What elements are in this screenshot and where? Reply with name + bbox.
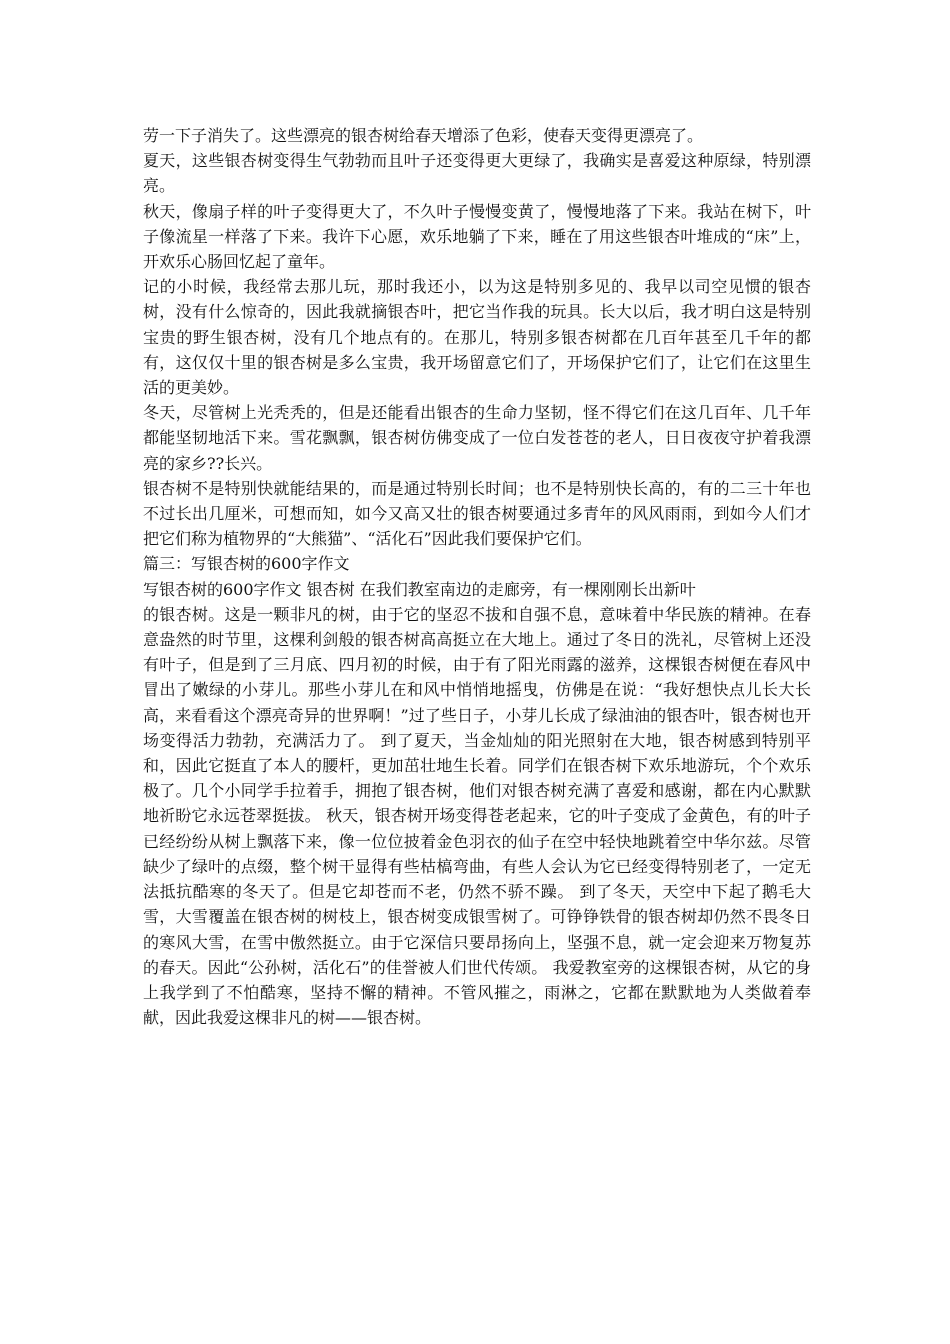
paragraph-conclusion: 银杏树不是特别快就能结果的，而是通过特别长时间；也不是特别快长高的，有的二三十年也不过长出几厘米，可想而知，如今又高又壮的银杏树要通过多青年的风风雨雨，到如今人们才把它们称为植物界的“大熊猫”、“活化石”因此我们要保护它们。 xyxy=(143,478,811,549)
paragraph-autumn: 秋天，像扇子样的叶子变得更大了，不久叶子慢慢变黄了，慢慢地落了下来。我站在树下，叶子像流星一样落了下来。我许下心愿，欢乐地躺了下来，睡在了用这些银杏叶堆成的“床”上，开欢乐心肠回忆起了童年。 xyxy=(143,201,811,272)
paragraph-spring-end: 劳一下子消失了。这些漂亮的银杏树给春天增添了色彩，使春天变得更漂亮了。 xyxy=(143,126,704,145)
paragraph-childhood: 记的小时候，我经常去那儿玩，那时我还小，以为这是特别多见的、我早以司空见惯的银杏树，没有什么惊奇的，因此我就摘银杏叶，把它当作我的玩具。长大以后，我才明白这是特别宝贵的野生银杏树，没有几个地点有的。在那儿，特别多银杏树都在几百年甚至几千年的都有，这仅仅十里的银杏树是多么宝贵，我开场留意它们了，开场保护它们了，让它们在这里生活的更美妙。 xyxy=(143,277,811,398)
section-heading: 篇三：写银杏树的600字作文 xyxy=(143,554,350,574)
essay-intro: 写银杏树的600字作文 银杏树 在我们教室南边的走廊旁，有一棵刚刚长出新叶 xyxy=(143,579,696,599)
paragraph-winter: 冬天，尽管树上光秃秃的，但是还能看出银杏的生命力坚韧，怪不得它们在这几百年、几千年都能坚韧地活下来。雪花飘飘，银杏树仿佛变成了一位白发苍苍的老人，日日夜夜守护着我漂亮的家乡??长兴。 xyxy=(143,403,811,473)
essay-body: 的银杏树。这是一颗非凡的树，由于它的坚忍不拔和自强不息，意味着中华民族的精神。在春意盎然的时节里，这棵利剑般的银杏树高高挺立在大地上。通过了冬日的洗礼，尽管树上还没有叶子，但是到了三月底、四月初的时候，由于有了阳光雨露的滋养，这棵银杏树便在春风中冒出了嫩绿的小芽儿。那些小芽儿在和风中悄悄地摇曳，仿佛是在说：“我好想快点儿长大长高，来看看这个漂亮奇异的世界啊！”过了些日子，小芽儿长成了绿油油的银杏叶，银杏树也开场变得活力勃勃，充满活力了。 到了夏天，当金灿灿的阳光照射在大地，银杏树感到特别平和，因此它挺直了本人的腰杆，更加茁壮地生长着。同学们在银杏树下欢乐地游玩，个个欢乐极了。几个小同学手拉着手，拥抱了银杏树，他们对银杏树充满了喜爱和感谢，都在内心默默地祈盼它永远苍翠挺拔。 秋天，银杏树开场变得苍老起来，它的叶子变成了金黄色，有的叶子已经纷纷从树上飘落下来，像一位位披着金色羽衣的仙子在空中轻快地跳着空中华尔兹。尽管缺少了绿叶的点缀，整个树干显得有些枯槁弯曲，有些人会认为它已经变得特别老了，一定无法抵抗酷寒的冬天了。但是它却苍而不老，仍然不骄不躁。 到了冬天，天空中下起了鹅毛大雪，大雪覆盖在银杏树的树枝上，银杏树变成银雪树了。可铮铮铁骨的银杏树却仍然不畏冬日的寒风大雪，在雪中傲然挺立。由于它深信只要昂扬向上，坚强不息，就一定会迎来万物复苏的春天。因此“公孙树，活化石”的佳誉被人们世代传颂。 我爱教室旁的这棵银杏树，从它的身上我学到了不怕酷寒，坚持不懈的精神。不管风摧之，雨淋之，它都在默默地为人类做着奉献，因此我爱这棵非凡的树——银杏树。 xyxy=(143,604,811,1028)
document-body xyxy=(143,123,811,1030)
paragraph-summer: 夏天，这些银杏树变得生气勃勃而且叶子还变得更大更绿了，我确实是喜爱这种原绿，特别漂亮。 xyxy=(143,151,811,196)
